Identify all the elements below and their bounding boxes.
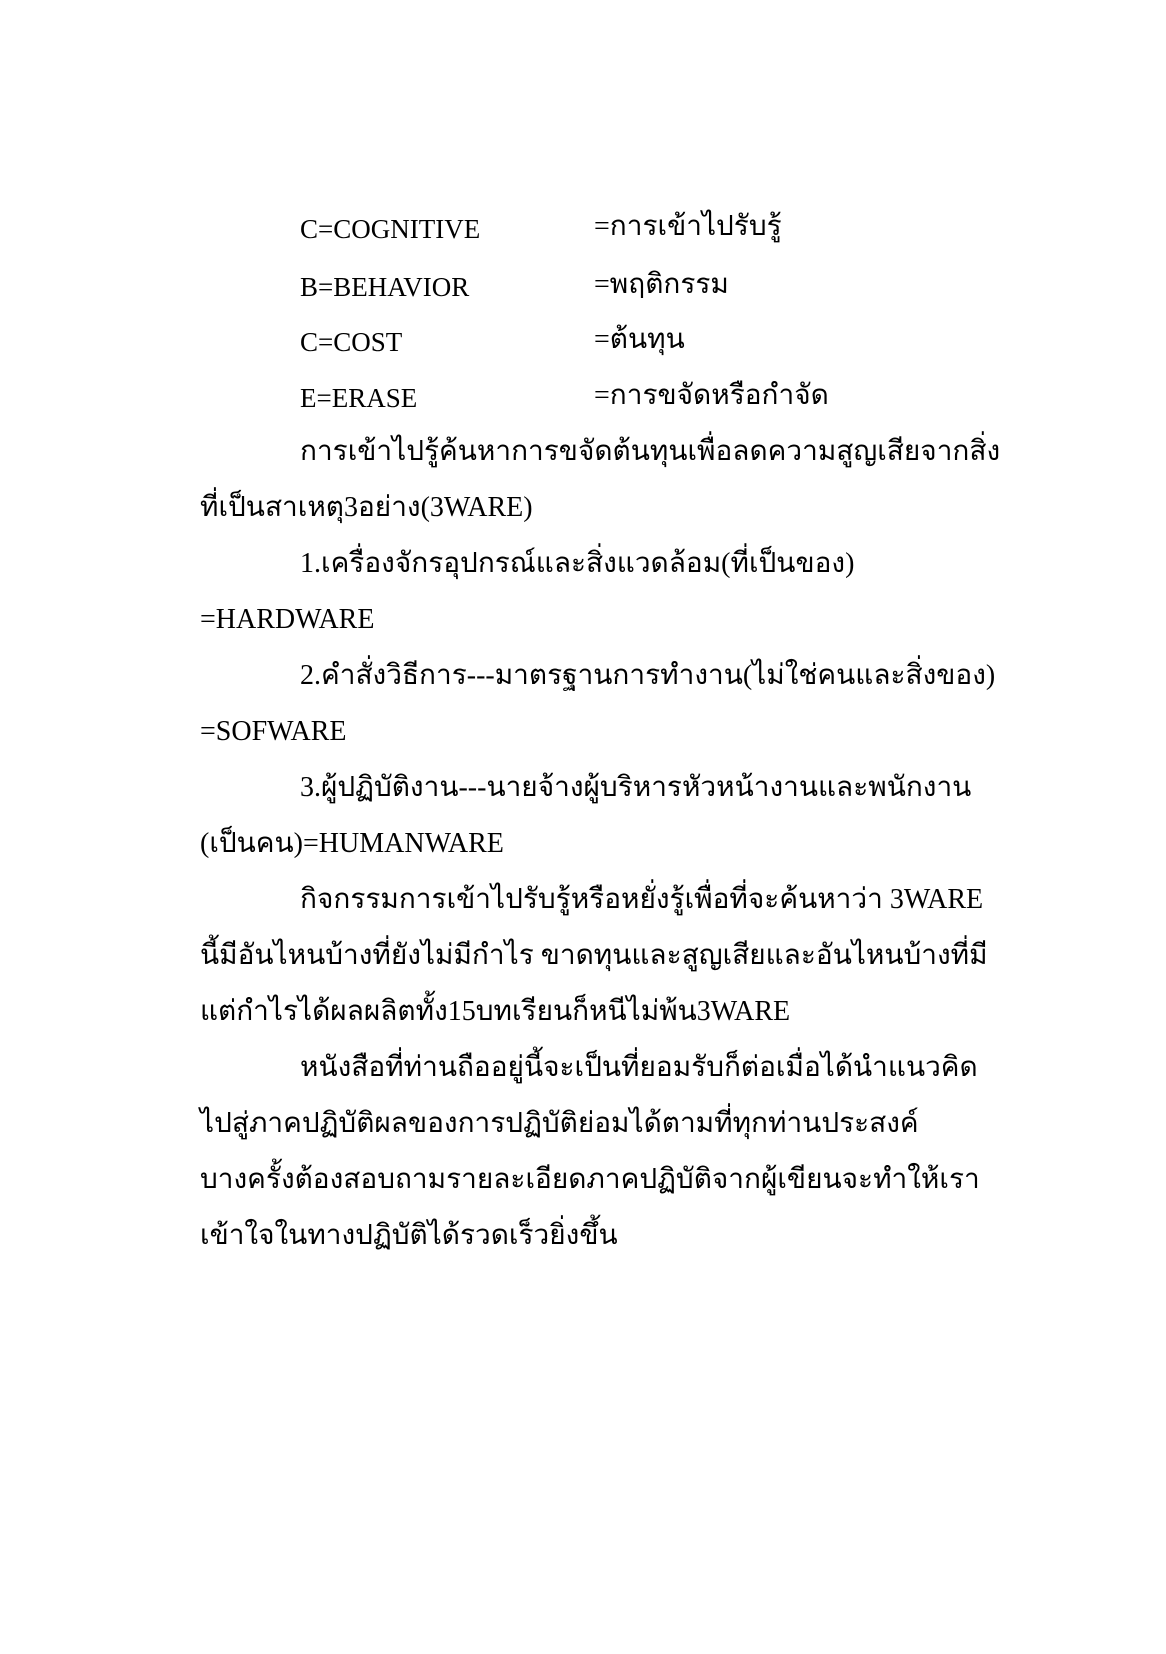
definition-term: C=COGNITIVE (300, 214, 481, 244)
text-line: นี้มีอันไหนบ้างที่ยังไม่มีกำไร ขาดทุนและสูญเสียและอันไหนบ้างที่มี (200, 940, 988, 971)
text-line: 2.คำสั่งวิธีการ---มาตรฐานการทำงาน(ไม่ใช่คนและสิ่งของ) (300, 660, 996, 691)
text-line: เข้าใจในทางปฏิบัติได้รวดเร็วยิ่งขึ้น (200, 1220, 618, 1251)
text-line: การเข้าไปรู้ค้นหาการขจัดต้นทุนเพื่อลดความสูญเสียจากสิ่ง (300, 436, 1001, 467)
text-line: 3.ผู้ปฏิบัติงาน---นายจ้างผู้บริหารหัวหน้างานและพนักงาน (300, 772, 972, 803)
definition-term: C=COST (300, 327, 403, 357)
text-line: 1.เครื่องจักรอุปกรณ์และสิ่งแวดล้อม(ที่เป็นของ) (300, 548, 855, 579)
text-line: =SOFWARE (200, 716, 347, 747)
definition-term: E=ERASE (300, 383, 418, 413)
text-line: แต่กำไรได้ผลผลิตทั้ง15บทเรียนก็หนีไม่พ้น3WARE (200, 996, 791, 1027)
text-line: =HARDWARE (200, 604, 375, 635)
text-line: (เป็นคน)=HUMANWARE (200, 828, 504, 859)
text-line: กิจกรรมการเข้าไปรับรู้หรือหยั่งรู้เพื่อที่จะค้นหาว่า 3WARE (300, 884, 984, 915)
text-line: บางครั้งต้องสอบถามรายละเอียดภาคปฏิบัติจากผู้เขียนจะทำให้เรา (200, 1164, 980, 1195)
definition-meaning: =พฤติกรรม (594, 269, 729, 300)
definition-meaning: =การเข้าไปรับรู้ (594, 211, 782, 242)
text-line: ไปสู่ภาคปฏิบัติผลของการปฏิบัติย่อมได้ตามที่ทุกท่านประสงค์ (200, 1108, 919, 1139)
definition-meaning: =ต้นทุน (594, 324, 685, 355)
definition-meaning: =การขจัดหรือกำจัด (594, 380, 829, 411)
definition-term: B=BEHAVIOR (300, 272, 470, 302)
text-line: ที่เป็นสาเหตุ3อย่าง(3WARE) (200, 492, 533, 523)
text-line: หนังสือที่ท่านถืออยู่นี้จะเป็นที่ยอมรับก็ต่อเมื่อได้นำแนวคิด (300, 1052, 978, 1083)
